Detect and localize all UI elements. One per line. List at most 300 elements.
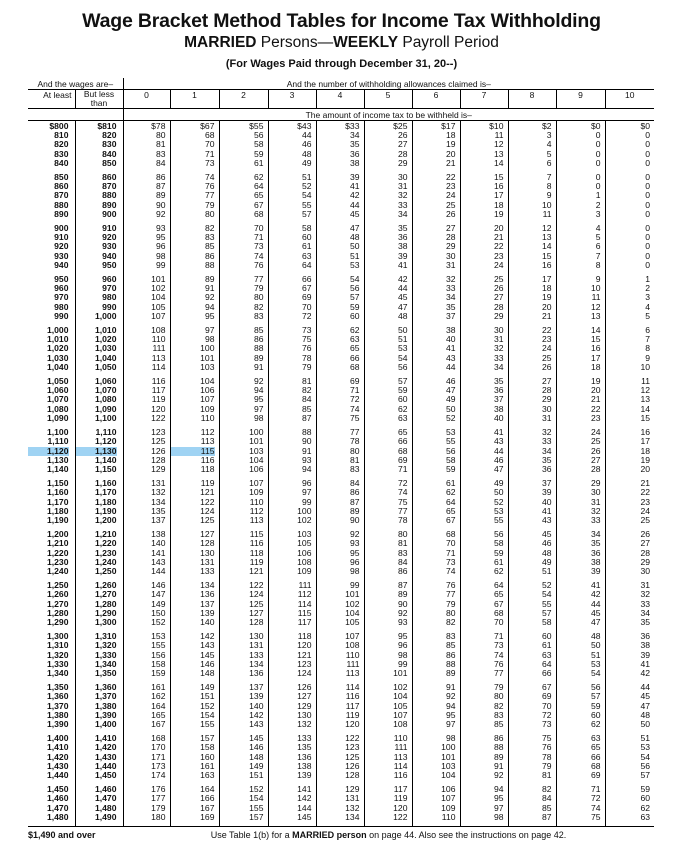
cell-value: 116 (151, 376, 166, 387)
cell-value: 103 (200, 361, 215, 372)
cell-value: 11 (542, 208, 552, 219)
cell-value: 139 (297, 770, 312, 780)
cell-value: 146 (151, 580, 166, 591)
cell-value: 62 (397, 403, 408, 414)
cell-value: 54 (541, 589, 552, 600)
cell-value: 15 (541, 250, 552, 261)
cell-value: 0 (645, 208, 650, 219)
table-cell (556, 325, 605, 376)
cell-value: 146 (200, 658, 215, 669)
cell-value: 41 (590, 580, 601, 591)
cell-value: 96 (397, 640, 408, 651)
cell-value: 107 (441, 793, 456, 804)
cell-value: 89 (349, 505, 360, 516)
cell-value: 14 (541, 241, 552, 252)
cell-value: 48 (541, 547, 552, 558)
table-row (28, 325, 654, 376)
table-cell (364, 580, 412, 631)
cell-value: 92 (253, 376, 264, 387)
table-cell (508, 631, 556, 682)
cell-value: 32 (541, 427, 552, 438)
cell-value: 67 (541, 682, 552, 693)
table-cell (364, 733, 412, 784)
cell-value: 85 (493, 718, 504, 729)
cell-value: 88 (253, 343, 264, 354)
cell-value: 1,020 (46, 343, 69, 354)
cell-value: 16 (590, 343, 601, 354)
cell-value: 60 (541, 631, 552, 642)
page-subtitle (0, 34, 683, 52)
table-cell (605, 733, 654, 784)
cell-value: 870 (102, 181, 117, 192)
cell-value: 6 (546, 157, 552, 168)
cell-value: 70 (445, 538, 456, 549)
cell-value: 63 (397, 412, 408, 423)
cell-value: 144 (151, 565, 166, 576)
table-cell (28, 376, 75, 427)
cell-value: 107 (200, 394, 215, 405)
cell-value: 93 (397, 616, 408, 627)
cell-value: 83 (397, 547, 408, 558)
cell-value: 108 (297, 556, 312, 567)
cell-value: 138 (151, 529, 166, 540)
cell-value: 32 (590, 505, 601, 516)
table-cell (75, 733, 123, 784)
cell-value: 72 (541, 709, 552, 720)
cell-value: 2 (645, 283, 650, 294)
cell-value: 880 (54, 199, 69, 210)
table-cell (605, 682, 654, 733)
cell-value: 55 (445, 436, 456, 447)
cell-value: 950 (54, 274, 69, 285)
cell-value: $33 (345, 121, 360, 131)
table-cell (556, 631, 605, 682)
allowance-col-3: 3 (268, 90, 316, 109)
cell-value: 145 (297, 811, 312, 822)
cell-value: 122 (393, 811, 408, 822)
table-cell (170, 121, 219, 173)
cell-value: 34 (640, 607, 650, 618)
cell-value: 11 (591, 292, 601, 303)
table-cell (75, 580, 123, 631)
cell-value: 114 (393, 760, 408, 771)
cell-value: 99 (301, 496, 312, 507)
cell-value: 28 (541, 385, 552, 396)
cell-value: 1,360 (94, 682, 117, 693)
cell-value: 96 (349, 556, 360, 567)
table-row (28, 529, 654, 580)
cell-value: 3 (645, 292, 650, 303)
cell-value: 59 (640, 784, 650, 795)
table-cell (364, 274, 412, 325)
cell-value: 37 (493, 394, 504, 405)
cell-value: 28 (493, 301, 504, 312)
cell-value: 25 (590, 436, 601, 447)
cell-value: 980 (102, 292, 117, 303)
table-cell (508, 733, 556, 784)
table-cell (28, 682, 75, 733)
cell-value: 25 (493, 274, 504, 285)
cell-value: 830 (54, 148, 69, 159)
cell-value: 101 (441, 751, 456, 762)
cell-value: 88 (301, 427, 312, 438)
cell-value: 130 (200, 547, 215, 558)
cell-value: 157 (249, 811, 264, 822)
table-cell (508, 325, 556, 376)
cell-value: 62 (590, 718, 601, 729)
cell-value: 1,140 (46, 463, 69, 474)
cell-value: 45 (590, 607, 601, 618)
cell-value: 76 (204, 181, 215, 192)
allowance-col-2: 2 (219, 90, 268, 109)
cell-value: 104 (200, 376, 215, 387)
table-cell (28, 325, 75, 376)
cell-value: 163 (200, 770, 215, 780)
cell-value: 108 (345, 640, 360, 651)
table-cell (268, 631, 316, 682)
cell-value: 95 (253, 394, 264, 405)
cell-value: 0 (645, 139, 650, 150)
cell-value: 113 (151, 352, 166, 363)
cell-value: 123 (151, 427, 166, 438)
cell-value: 133 (249, 649, 264, 660)
cell-value: 80 (493, 691, 504, 702)
cell-value: 1,090 (94, 403, 117, 414)
cell-value: 61 (541, 640, 552, 651)
table-cell (219, 223, 268, 274)
footer-label: $1,490 and over (28, 827, 123, 841)
cell-value: 830 (102, 139, 117, 150)
table-cell (508, 274, 556, 325)
cell-value: 101 (200, 352, 215, 363)
cell-value: 87 (397, 580, 408, 591)
cell-value: 84 (349, 478, 360, 489)
cell-value: 158 (200, 742, 215, 753)
cell-value: 26 (445, 208, 456, 219)
cell-value: 20 (493, 223, 504, 234)
table-cell (170, 733, 219, 784)
cell-value: 117 (345, 700, 360, 711)
cell-value: 93 (155, 223, 166, 234)
cell-value: 29 (493, 310, 504, 321)
cell-value: 1,420 (94, 742, 117, 753)
cell-value: 12 (541, 223, 552, 234)
table-cell (508, 580, 556, 631)
table-cell (316, 172, 364, 223)
cell-value: 56 (253, 130, 264, 141)
cell-value: 29 (541, 394, 552, 405)
table-row (28, 223, 654, 274)
cell-value: 19 (590, 376, 601, 387)
cell-value: 1,150 (94, 463, 117, 474)
cell-value: 1,090 (46, 412, 69, 423)
table-cell (364, 121, 412, 173)
cell-value: 112 (200, 427, 215, 438)
cell-value: $10 (489, 121, 504, 131)
cell-value: 30 (590, 487, 601, 498)
cell-value: 54 (397, 352, 408, 363)
cell-value: 144 (297, 802, 312, 813)
cell-value: 3 (595, 208, 601, 219)
table-cell (219, 580, 268, 631)
cell-value: 103 (249, 445, 264, 456)
table-cell (460, 682, 508, 733)
cell-value: 116 (393, 770, 408, 780)
cell-value: 850 (102, 157, 117, 168)
table-cell (219, 478, 268, 529)
cell-value: 38 (590, 556, 601, 567)
cell-value: 40 (445, 334, 456, 345)
cell-value: 51 (541, 565, 552, 576)
cell-value: 27 (541, 376, 552, 387)
table-cell (412, 376, 460, 427)
cell-value: 111 (298, 580, 312, 591)
cell-value: 1,160 (94, 478, 117, 489)
cell-value: 8 (645, 343, 650, 354)
cell-value: 89 (397, 589, 408, 600)
cell-value: 61 (445, 478, 456, 489)
cell-value: 49 (301, 157, 312, 168)
cell-value: 920 (54, 241, 69, 252)
cell-value: 83 (349, 463, 360, 474)
table-cell (123, 631, 170, 682)
table-cell (364, 478, 412, 529)
cell-value: 136 (297, 751, 312, 762)
cell-value: 23 (493, 250, 504, 261)
cell-value: 26 (640, 529, 650, 540)
cell-value: 94 (253, 385, 264, 396)
cell-value: 34 (349, 130, 360, 141)
table-cell (316, 682, 364, 733)
cell-value: 74 (445, 565, 456, 576)
cell-value: 164 (151, 700, 166, 711)
cell-value: 840 (54, 157, 69, 168)
cell-value: 44 (397, 283, 408, 294)
cell-value: 820 (102, 130, 117, 141)
cell-value: 920 (102, 232, 117, 243)
cell-value: 97 (253, 403, 264, 414)
cell-value: 57 (541, 607, 552, 618)
cell-value: 840 (102, 148, 117, 159)
cell-value: 1,410 (46, 742, 69, 753)
table-cell (412, 682, 460, 733)
table-cell (75, 478, 123, 529)
cell-value: 128 (249, 616, 264, 627)
cell-value: 9 (645, 352, 650, 363)
table-cell (123, 274, 170, 325)
cell-value: 113 (393, 751, 408, 762)
cell-value: 83 (155, 148, 166, 159)
table-cell (508, 223, 556, 274)
cell-value: 94 (204, 301, 215, 312)
cell-value: 1,320 (94, 640, 117, 651)
cell-value: 34 (590, 529, 601, 540)
cell-value: 85 (253, 325, 264, 336)
cell-value: 18 (445, 130, 456, 141)
cell-value: 1 (645, 274, 650, 285)
table-cell (508, 376, 556, 427)
cell-value: 10 (541, 199, 552, 210)
cell-value: 1,290 (94, 607, 117, 618)
cell-value: 104 (249, 454, 264, 465)
cell-value: 970 (54, 292, 69, 303)
cell-value: 7 (546, 172, 552, 183)
cell-value: 38 (349, 157, 360, 168)
cell-value: 44 (445, 361, 456, 372)
cell-value: 25 (541, 352, 552, 363)
cell-value: 72 (397, 478, 408, 489)
cell-value: 900 (54, 223, 69, 234)
cell-value: 107 (345, 631, 360, 642)
cell-value: 43 (541, 514, 552, 525)
cell-value: 45 (349, 208, 360, 219)
cell-value: 1,430 (94, 751, 117, 762)
cell-value: 111 (152, 343, 166, 354)
cell-value: 62 (349, 325, 360, 336)
cell-value: 82 (204, 223, 215, 234)
cell-value: 48 (590, 631, 601, 642)
cell-value: 67 (493, 598, 504, 609)
table-cell (460, 121, 508, 173)
cell-value: 61 (253, 157, 264, 168)
cell-value: 67 (253, 199, 264, 210)
cell-value: 1,310 (94, 631, 117, 642)
cell-value: 68 (493, 607, 504, 618)
cell-value: 114 (345, 682, 360, 693)
cell-value: 136 (200, 589, 215, 600)
cell-value: 12 (493, 139, 504, 150)
cell-value: 112 (249, 505, 264, 516)
cell-value: 0 (645, 172, 650, 183)
cell-value: 88 (204, 259, 215, 270)
cell-value: 22 (640, 487, 650, 498)
table-cell (316, 325, 364, 376)
cell-value: 11 (641, 376, 650, 387)
cell-value: 60 (301, 232, 312, 243)
table-cell (556, 172, 605, 223)
cell-value: 960 (102, 274, 117, 285)
cell-value: 89 (204, 274, 215, 285)
cell-value: 107 (151, 310, 166, 321)
cell-value: 80 (349, 445, 360, 456)
cell-value: 116 (249, 538, 264, 549)
cell-value: 98 (397, 649, 408, 660)
cell-value: 21 (590, 394, 601, 405)
cell-value: 16 (541, 259, 552, 270)
cell-value: 170 (151, 742, 166, 753)
cell-value: 58 (541, 616, 552, 627)
footer-note (123, 827, 654, 841)
cell-value: 60 (640, 793, 650, 804)
cell-value: 50 (397, 325, 408, 336)
table-row (28, 631, 654, 682)
cell-value: 86 (493, 733, 504, 744)
cell-value: 41 (445, 343, 456, 354)
cell-value: 157 (200, 733, 215, 744)
cell-value: $78 (151, 121, 166, 131)
cell-value: 147 (151, 589, 166, 600)
cell-value: 71 (397, 463, 408, 474)
cell-value: 82 (493, 700, 504, 711)
table-cell (412, 274, 460, 325)
cell-value: 72 (349, 394, 360, 405)
cell-value: 43 (493, 436, 504, 447)
cell-value: 156 (151, 649, 166, 660)
cell-value: 12 (640, 385, 650, 396)
cell-value: 34 (445, 292, 456, 303)
cell-value: 87 (301, 412, 312, 423)
cell-value: 1,460 (46, 793, 69, 804)
cell-value: 31 (493, 334, 504, 345)
cell-value: 56 (349, 283, 360, 294)
cell-value: 159 (151, 667, 166, 678)
cell-value: 90 (155, 199, 166, 210)
cell-value: 115 (171, 447, 215, 456)
cell-value: 1,170 (94, 487, 117, 498)
cell-value: 35 (349, 139, 360, 150)
cell-value: 27 (493, 292, 504, 303)
cell-value: 27 (397, 139, 408, 150)
table-cell (268, 376, 316, 427)
table-cell (316, 376, 364, 427)
cell-value: 79 (493, 682, 504, 693)
cell-value: 75 (349, 412, 360, 423)
table-cell (556, 733, 605, 784)
cell-value: 53 (640, 742, 650, 753)
cell-value: 58 (445, 454, 456, 465)
cell-value: 17 (541, 274, 552, 285)
cell-value: 1,350 (46, 682, 69, 693)
cell-value: 9 (595, 274, 601, 285)
table-row (28, 580, 654, 631)
cell-value: 125 (200, 514, 215, 525)
cell-value: 47 (397, 301, 408, 312)
cell-value: 0 (645, 223, 650, 234)
table-cell (123, 478, 170, 529)
cell-value: 1,220 (46, 547, 69, 558)
cell-value: 29 (445, 241, 456, 252)
cell-value: 57 (349, 292, 360, 303)
cell-value: 86 (204, 250, 215, 261)
cell-value: 89 (155, 190, 166, 201)
cell-value: 21 (541, 310, 552, 321)
cell-value: 36 (349, 148, 360, 159)
cell-value: 46 (541, 538, 552, 549)
cell-value: 94 (493, 784, 504, 795)
cell-value: 41 (541, 505, 552, 516)
cell-value: 46 (493, 454, 504, 465)
cell-value: 16 (493, 181, 504, 192)
cell-value: 68 (349, 361, 360, 372)
cell-value: 89 (253, 352, 264, 363)
cell-value: 1,340 (46, 667, 69, 678)
cell-value: 970 (102, 283, 117, 294)
cell-value: 97 (445, 718, 456, 729)
table-cell (316, 580, 364, 631)
table-cell (364, 325, 412, 376)
cell-value: 125 (151, 436, 166, 447)
cell-value: 95 (445, 709, 456, 720)
table-row (28, 478, 654, 529)
cell-value: 100 (441, 742, 456, 753)
cell-value: 58 (301, 223, 312, 234)
cell-value: 136 (249, 667, 264, 678)
cell-value: 124 (200, 505, 215, 516)
table-cell (75, 223, 123, 274)
cell-value: 14 (590, 325, 601, 336)
cell-value: 23 (541, 334, 552, 345)
cell-value: 34 (397, 208, 408, 219)
